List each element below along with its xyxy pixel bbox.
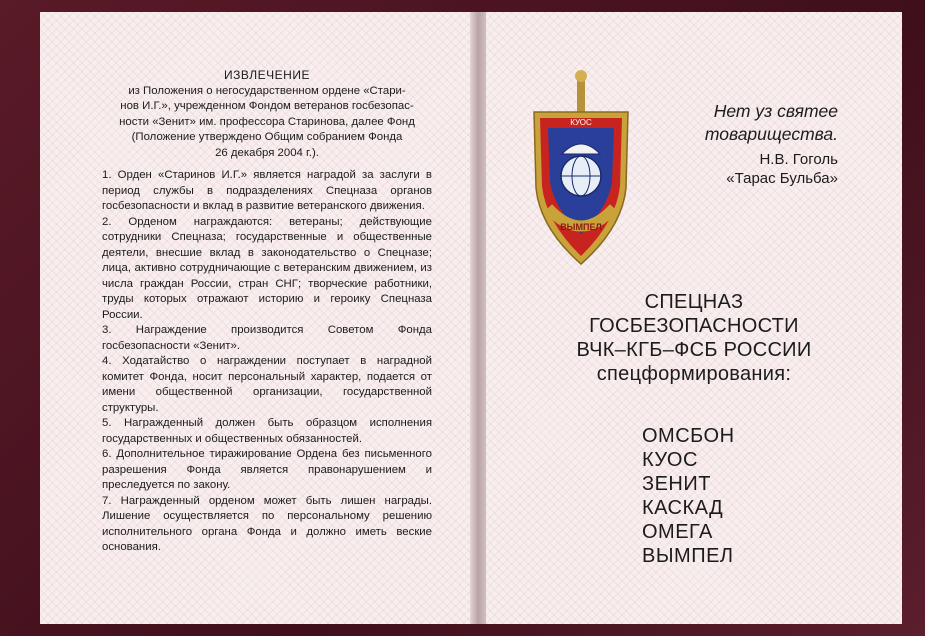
regulation-item: 4. Ходатайство о награждении поступает в наградной комитет Фонда, носит персональный характер, подается от имени общественной организации, государственной структуры.: [102, 355, 432, 414]
org-line: ГОСБЕЗОПАСНОСТИ: [589, 315, 799, 337]
unit-item: ОМСБОН: [642, 425, 735, 447]
header-line: 26 декабря 2004 г.).: [215, 146, 319, 159]
left-page: [40, 12, 472, 624]
epigraph: [705, 100, 838, 188]
regulation-item: 1. Орден «Старинов И.Г.» является наградой за заслуги в период службы в подразделениях Спецназа органов госбезопасности и вклад в развитие ветеранского движения.: [102, 169, 432, 212]
unit-item: КАСКАД: [642, 497, 724, 519]
emblem-top-text: КУОС: [570, 118, 592, 127]
organization-title: [518, 290, 870, 386]
unit-item: ВЫМПЕЛ: [642, 545, 734, 567]
sword-pommel-icon: [575, 70, 587, 82]
unit-item: ЗЕНИТ: [642, 473, 711, 495]
epigraph-quote: [705, 100, 838, 146]
unit-item: ОМЕГА: [642, 521, 713, 543]
epigraph-quote-line: Нет уз святее: [713, 101, 838, 121]
epigraph-quote-line: товарищества.: [704, 124, 838, 144]
org-line: СПЕЦНАЗ: [644, 291, 744, 313]
header-line: из Положения о негосударственном ордене «Стари-: [128, 84, 406, 97]
emblem-bottom-text: ВЫМПЕЛ: [560, 222, 602, 232]
units-list: [642, 424, 735, 568]
header-line: (Положение утверждено Общим собранием Фонда: [131, 131, 403, 143]
regulation-item: 2. Орденом награждаются: ветераны; действующие сотрудники Спецназа; государственные и общественные деятели, внесшие вклад в законодательство о Спецназе; лица, активно сотрудничающие с ветеранским движением, из числа граждан России, стран СНГ; творческие работники, труды которых отражают историю и героику Спецназа России.: [102, 215, 432, 321]
org-line: спецформирования:: [596, 363, 792, 385]
regulation-item: 5. Награжденный должен быть образцом исполнения государственных и общественных обязанностей.: [102, 417, 432, 445]
extract-title: ИЗВЛЕЧЕНИЕ: [224, 68, 310, 82]
extract-header: [102, 68, 432, 161]
regulation-item: 3. Награждение производится Советом Фонда госбезопасности «Зенит».: [102, 324, 432, 352]
regulation-item: 6. Дополнительное тиражирование Ордена без письменного разрешения Фонда является правонарушением и преследуется по закону.: [102, 448, 432, 491]
header-line: ности «Зенит» им. профессора Старинова, далее Фонд: [119, 115, 415, 128]
org-line: ВЧК–КГБ–ФСБ РОССИИ: [576, 339, 812, 361]
regulation-item: 7. Награжденный орденом может быть лишен награды. Лишение осуществляется по персональному решению исполнительного органа Фонда и должно иметь веские основания.: [102, 494, 432, 553]
unit-item: КУОС: [642, 449, 698, 471]
shield-emblem-icon: [526, 68, 636, 268]
regulation-items: [102, 168, 432, 556]
header-line: нов И.Г.», учрежденном Фондом ветеранов госбезопас-: [120, 100, 414, 112]
right-page: [486, 12, 902, 624]
epigraph-work: «Тарас Бульба»: [726, 170, 838, 187]
epigraph-author: Н.В. Гоголь: [759, 151, 838, 168]
